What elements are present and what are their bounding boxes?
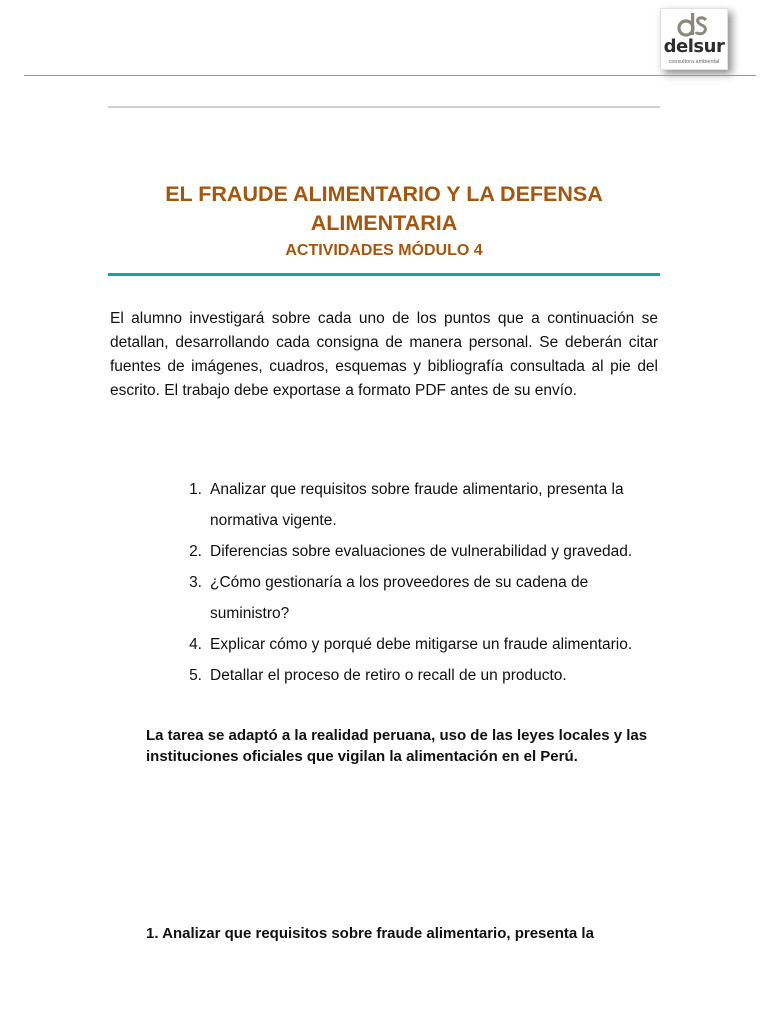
list-item-text: ¿Cómo gestionaría a los proveedores de su cadena de suministro? — [210, 574, 589, 622]
logo-tagline: consultora ambiental — [668, 59, 720, 65]
top-divider — [108, 106, 660, 108]
intro-paragraph: El alumno investigará sobre cada uno de los puntos que a continuación se detallan, desarrollando cada consigna de manera personal. Se deberán citar fuentes de imágenes, cuadros, esquemas y bibliografía consultada al pie del escrito. El trabajo debe exportase a formato PDF antes de su envío. — [110, 310, 658, 399]
list-item-number: 1. — [189, 481, 202, 498]
list-item-number: 4. — [189, 636, 202, 653]
title-accent-divider — [108, 273, 660, 276]
list-item — [160, 660, 660, 691]
list-item-number: 3. — [189, 574, 202, 591]
list-item — [160, 474, 660, 536]
section-heading: 1. Analizar que requisitos sobre fraude alimentario, presenta la — [146, 925, 594, 942]
list-item-text: Detallar el proceso de retiro o recall de un producto. — [210, 667, 567, 684]
context-note: La tarea se adaptó a la realidad peruana, uso de las leyes locales y las instituciones oficiales que vigilan la alimentación en el Perú. — [146, 727, 648, 765]
list-item — [160, 567, 660, 629]
list-item-number: 5. — [189, 667, 202, 684]
list-item — [160, 629, 660, 660]
document-subtitle: ACTIVIDADES MÓDULO 4 — [285, 242, 483, 259]
header-divider — [24, 75, 756, 76]
list-item-number: 2. — [189, 543, 202, 560]
list-item-text: Analizar que requisitos sobre fraude alimentario, presenta la normativa vigente. — [210, 481, 624, 529]
list-item-text: Explicar cómo y porqué debe mitigarse un fraude alimentario. — [210, 636, 633, 653]
company-logo — [660, 8, 728, 70]
logo-name: delsur — [663, 36, 725, 57]
document-title: EL FRAUDE ALIMENTARIO Y LA DEFENSA ALIMENTARIA — [165, 182, 603, 235]
task-list — [160, 474, 660, 691]
list-item — [160, 536, 660, 567]
list-item-text: Diferencias sobre evaluaciones de vulnerabilidad y gravedad. — [210, 543, 633, 560]
